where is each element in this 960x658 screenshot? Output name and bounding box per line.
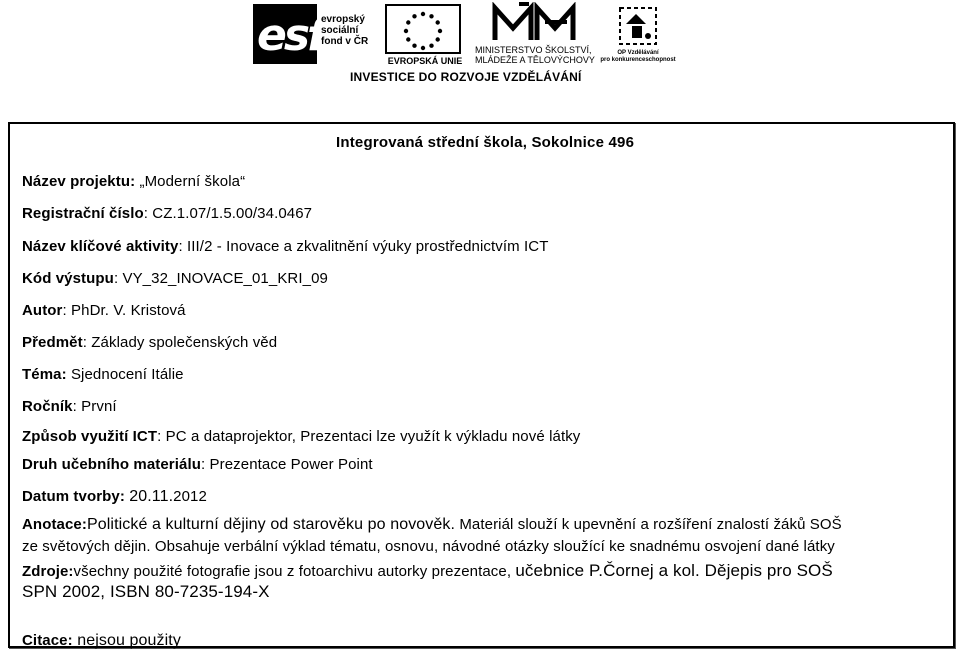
msmt-logo-caption: MINISTERSTVO ŠKOLSTVÍ, MLÁDEŽE A TĚLOVÝCHOVY: [475, 45, 595, 65]
field-predmet: [22, 334, 277, 351]
field-datum: [22, 488, 207, 506]
field-label: Ročník: [22, 398, 73, 415]
msmt-mark-icon: [489, 2, 577, 44]
investice-tagline: INVESTICE DO ROZVOJE VZDĚLÁVÁNÍ: [350, 70, 582, 84]
field-value: : III/2 - Inovace a zkvalitnění výuky prostřednictvím ICT: [178, 238, 549, 255]
field-value: : VY_32_INOVACE_01_KRI_09: [113, 270, 328, 287]
field-label: Anotace:: [22, 516, 87, 533]
field-label: Datum tvorby:: [22, 488, 130, 505]
field-value: nejsou použity: [72, 632, 181, 649]
field-value: Politické a kulturní dějiny od starověku po novověk.: [86, 516, 456, 533]
opvk-mark-icon: [596, 2, 680, 50]
field-zdroje-line2: SPN 2002, ISBN 80-7235-194-X: [22, 582, 270, 601]
field-rocnik: [22, 398, 117, 415]
esf-logo-text: esf: [257, 10, 324, 61]
msmt-logo: [475, 2, 595, 70]
eu-flag-icon: [385, 4, 461, 54]
field-value: : PhDr. V. Kristová: [62, 302, 186, 319]
field-label: Název projektu:: [22, 173, 136, 190]
eu-logo-caption: EVROPSKÁ UNIE: [387, 56, 463, 66]
field-label: Název klíčové aktivity: [22, 238, 179, 255]
field-value: : Prezentace Power Point: [201, 456, 373, 473]
field-value: „Moderní škola“: [135, 173, 246, 190]
field-value: Sjednocení Itálie: [66, 366, 184, 383]
field-label: Autor: [22, 302, 63, 319]
field-autor: [22, 302, 186, 319]
field-projekt: [22, 173, 245, 190]
field-label: Druh učebního materiálu: [22, 456, 201, 473]
field-registracni: [22, 205, 312, 222]
field-zpusob: [22, 428, 580, 445]
field-zdroje: [22, 561, 833, 581]
field-tema: [22, 366, 184, 383]
field-label: Kód výstupu: [22, 270, 114, 287]
field-value-book: učebnice P.Čornej a kol. Dějepis pro SOŠ: [515, 561, 833, 580]
field-value: 20.11.: [129, 488, 174, 505]
field-aktivita: [22, 238, 548, 255]
field-value-cont: Materiál slouží k upevnění a rozšíření znalostí žáků SOŠ: [455, 516, 842, 533]
field-kod: [22, 270, 328, 287]
field-value: : Základy společenských věd: [82, 334, 278, 351]
school-name: Integrovaná střední škola, Sokolnice 496: [336, 134, 635, 151]
logo-banner: [0, 0, 960, 100]
opvk-logo: [596, 2, 680, 70]
esf-logo: [253, 4, 381, 64]
field-value-year: 2012: [173, 488, 207, 505]
eu-logo: [383, 4, 467, 70]
field-value: : CZ.1.07/1.5.00/34.0467: [143, 205, 313, 222]
field-druh: [22, 456, 373, 473]
field-anotace-line2: ze světových dějin. Obsahuje verbální výklad tématu, osnovu, návodné otázky sloužící ke snadnému osvojení dané látky: [22, 538, 835, 555]
field-anotace: [22, 516, 842, 534]
field-label: Citace:: [22, 632, 73, 649]
field-label: Registrační číslo: [22, 205, 144, 222]
field-value: : PC a dataprojektor, Prezentaci lze využít k výkladu nové látky: [157, 428, 581, 445]
opvk-logo-caption: OP Vzdělávání pro konkurenceschopnost: [600, 50, 676, 63]
esf-logo-caption: evropský sociální fond v ČR: [321, 14, 369, 47]
field-value: všechny použité fotografie jsou z fotoarchivu autorky prezentace,: [73, 563, 516, 580]
field-label: Zdroje:: [22, 563, 74, 580]
field-label: Téma:: [22, 366, 67, 383]
field-label: Předmět: [22, 334, 83, 351]
field-label: Způsob využití ICT: [22, 428, 158, 445]
field-citace: [22, 632, 181, 650]
field-value: : První: [72, 398, 117, 415]
